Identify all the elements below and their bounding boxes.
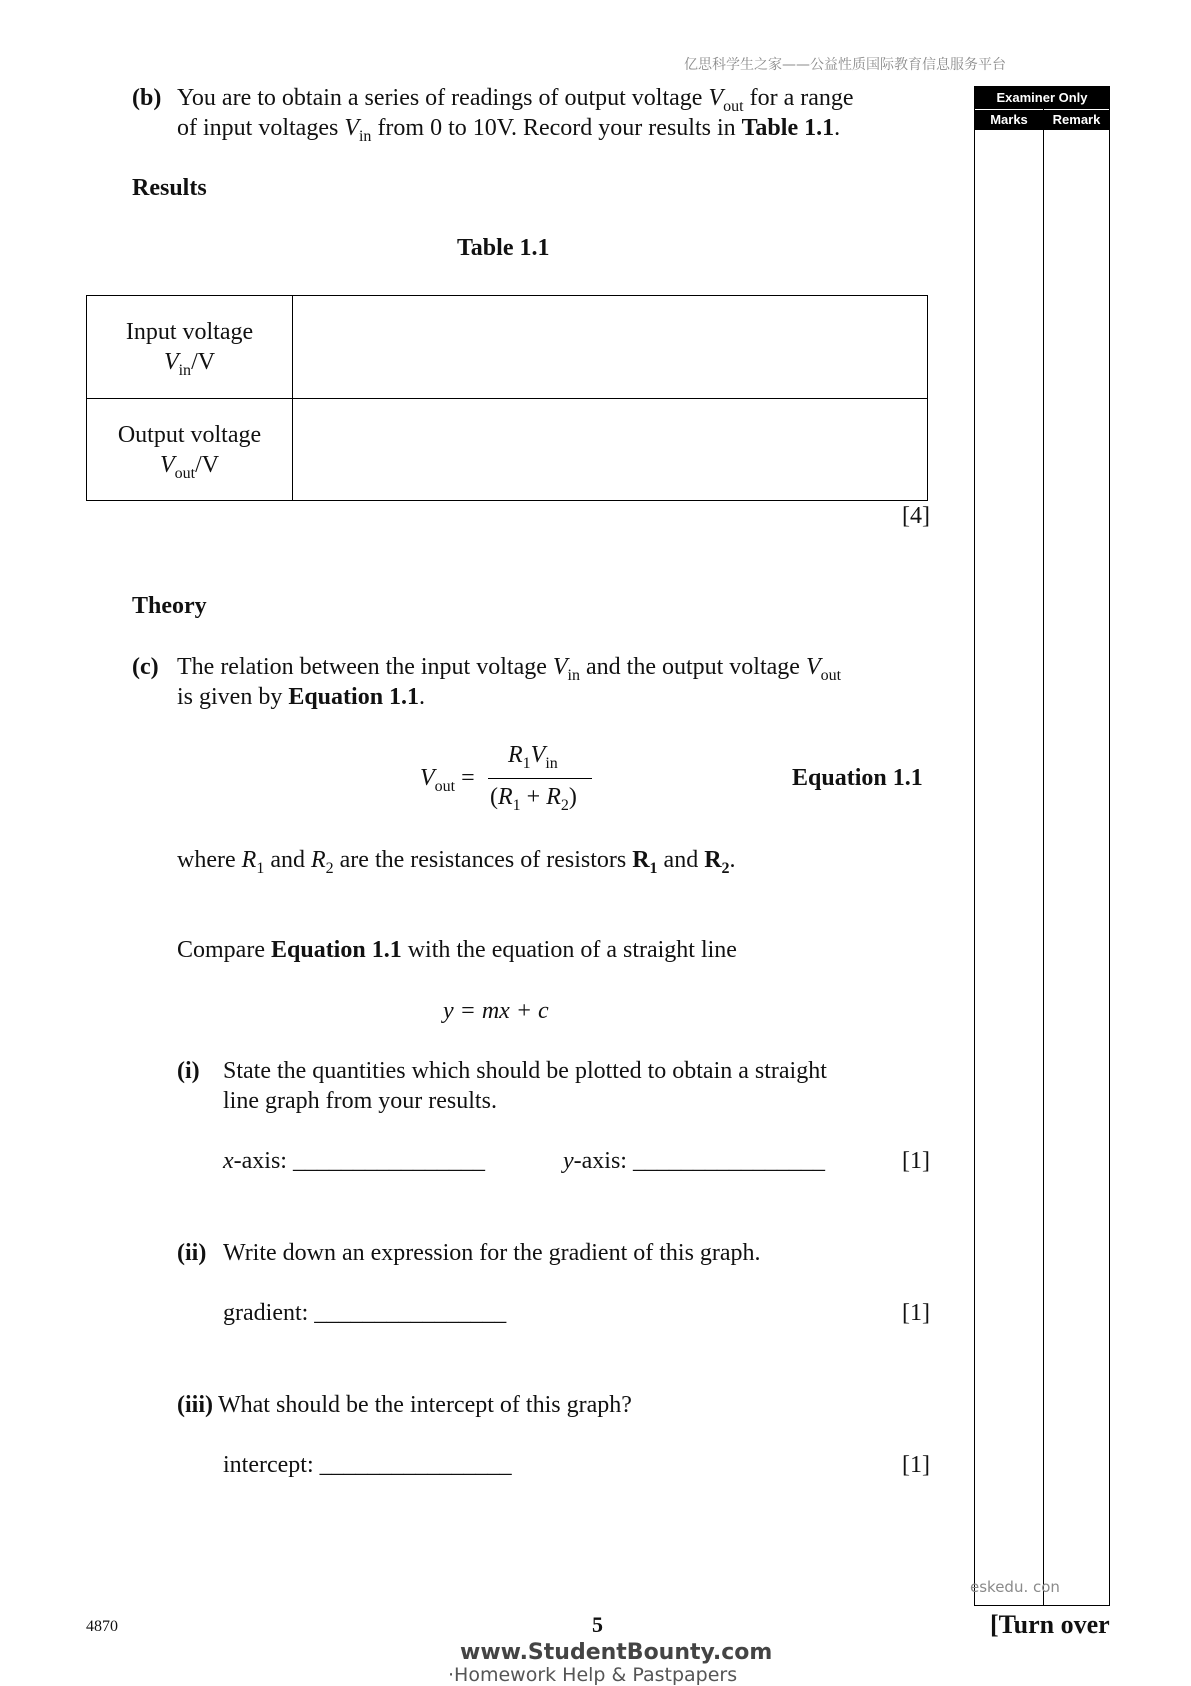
plus-sign: +: [520, 784, 547, 810]
text-span: for a range: [743, 85, 854, 111]
text-span: of input voltages: [177, 115, 345, 141]
unit-text: /V: [195, 452, 220, 478]
subscript-2: 2: [560, 797, 569, 814]
equation-reference: Equation 1.1: [288, 684, 420, 710]
gradient-answer-line[interactable]: gradient: ________________: [223, 1300, 507, 1326]
table-row-output: [87, 399, 927, 501]
results-heading: Results: [132, 175, 207, 201]
text-span: and: [657, 847, 705, 873]
text-span: and: [264, 847, 311, 873]
symbol-v: V: [708, 85, 724, 111]
part-cii-label: (ii): [177, 1240, 207, 1266]
text-span: is given by: [177, 684, 289, 710]
subscript-2: 2: [721, 860, 730, 877]
subscript-out: out: [723, 98, 744, 115]
part-c-compare: [177, 935, 737, 965]
resistor-r2: R: [704, 847, 722, 873]
marks-ciii: [1]: [902, 1452, 930, 1478]
examiner-only-column: [974, 86, 1110, 1606]
part-cii-text: Write down an expression for the gradient of this graph.: [223, 1240, 761, 1266]
part-b-line1: [177, 83, 854, 113]
equation-reference: Equation 1.1: [270, 937, 402, 963]
page-number: 5: [592, 1612, 603, 1637]
part-ciii-text: What should be the intercept of this graph?: [218, 1392, 632, 1418]
results-table: [86, 295, 928, 501]
subscript-out: out: [174, 465, 196, 482]
text-span: .: [729, 847, 736, 873]
symbol-x: x: [223, 1148, 234, 1174]
subscript-out: out: [434, 778, 456, 795]
symbol-v: V: [344, 115, 359, 141]
symbol-v: V: [159, 452, 175, 478]
symbol-v: V: [163, 349, 179, 375]
part-ciii-label: (iii): [177, 1392, 213, 1418]
symbol-v: V: [805, 654, 821, 680]
text-span: and the output voltage: [580, 654, 806, 680]
text-span: .: [834, 115, 841, 141]
text-span: The relation between the input voltage: [177, 654, 553, 680]
subscript-1: 1: [256, 860, 265, 877]
part-c-where: [177, 845, 736, 875]
subscript-in: in: [545, 755, 558, 772]
output-voltage-label: [87, 399, 293, 501]
label-text: Input voltage: [125, 319, 254, 345]
symbol-r: R: [241, 847, 257, 873]
marks-b: [4]: [902, 503, 930, 529]
subscript-1: 1: [522, 755, 531, 772]
equation-numerator: [508, 740, 558, 770]
paper-code: 4870: [86, 1618, 118, 1635]
theory-heading: Theory: [132, 593, 207, 619]
equation-denominator: [490, 782, 577, 812]
text-span: You are to obtain a series of readings of output voltage: [177, 85, 709, 111]
text-span: Compare: [177, 937, 271, 963]
site-logo-line2: ·Homework Help & Pastpapers: [448, 1664, 738, 1686]
table-reference: Table 1.1: [741, 115, 835, 141]
fraction-bar: [488, 778, 592, 779]
text-span: are the resistances of resistors: [333, 847, 633, 873]
equals-sign: =: [461, 765, 475, 791]
intercept-answer-line[interactable]: intercept: ________________: [223, 1452, 512, 1478]
part-c-line2: [177, 682, 425, 712]
site-logo-line1: www.StudentBounty.com: [460, 1640, 773, 1665]
marks-ci: [1]: [902, 1148, 930, 1174]
subscript-in: in: [358, 128, 372, 145]
symbol-v: V: [552, 654, 568, 680]
turn-over: [Turn over: [990, 1610, 1110, 1639]
text-span: .: [419, 684, 426, 710]
marks-header: Marks: [975, 110, 1043, 130]
column-divider: [1043, 109, 1044, 1606]
equation-label: Equation 1.1: [792, 765, 923, 791]
unit-text: /V: [191, 349, 216, 375]
marks-cii: [1]: [902, 1300, 930, 1326]
part-b-line2: [177, 113, 840, 143]
subscript-in: in: [178, 362, 192, 379]
resistor-r1: R: [632, 847, 650, 873]
part-ci-line2: line graph from your results.: [223, 1088, 497, 1114]
part-ci-line1: State the quantities which should be plotted to obtain a straight: [223, 1058, 827, 1084]
header-watermark: 亿思科学生之家——公益性质国际教育信息服务平台: [684, 57, 1006, 73]
part-c-label: (c): [132, 654, 159, 680]
text-span: from 0 to 10V. Record your results in: [371, 115, 742, 141]
subscript-1: 1: [649, 860, 658, 877]
table-row-input: [87, 296, 927, 399]
symbol-v: V: [530, 742, 546, 768]
examiner-only-header: Examiner Only: [975, 87, 1109, 109]
subscript-2: 2: [325, 860, 334, 877]
text-span: where: [177, 847, 242, 873]
y-axis-answer-line[interactable]: [563, 1146, 825, 1176]
text-span: -axis: ________________: [573, 1148, 825, 1174]
text-span: -axis: ________________: [233, 1148, 485, 1174]
remark-header: Remark: [1044, 110, 1109, 130]
symbol-r: R: [508, 742, 523, 768]
subscript-1: 1: [512, 797, 521, 814]
symbol-r: R: [498, 784, 513, 810]
symbol-r: R: [310, 847, 326, 873]
table-title: Table 1.1: [457, 235, 550, 261]
subscript-out: out: [820, 667, 842, 684]
paren: ): [568, 784, 577, 810]
label-text: Output voltage: [117, 422, 262, 448]
straight-line-equation: y = mx + c: [443, 998, 549, 1024]
subscript-in: in: [567, 667, 580, 684]
footer-watermark: eskedu. con: [970, 1578, 1060, 1596]
part-c-line1: [177, 652, 841, 682]
paren: (: [490, 784, 498, 810]
text-span: with the equation of a straight line: [401, 937, 737, 963]
x-axis-answer-line[interactable]: [223, 1146, 485, 1176]
part-ci-label: (i): [177, 1058, 200, 1084]
equation-lhs: [420, 763, 475, 793]
symbol-r: R: [546, 784, 561, 810]
symbol-v: V: [420, 765, 435, 791]
part-b-label: (b): [132, 85, 162, 111]
input-voltage-label: [87, 296, 293, 398]
symbol-y: y: [563, 1148, 574, 1174]
